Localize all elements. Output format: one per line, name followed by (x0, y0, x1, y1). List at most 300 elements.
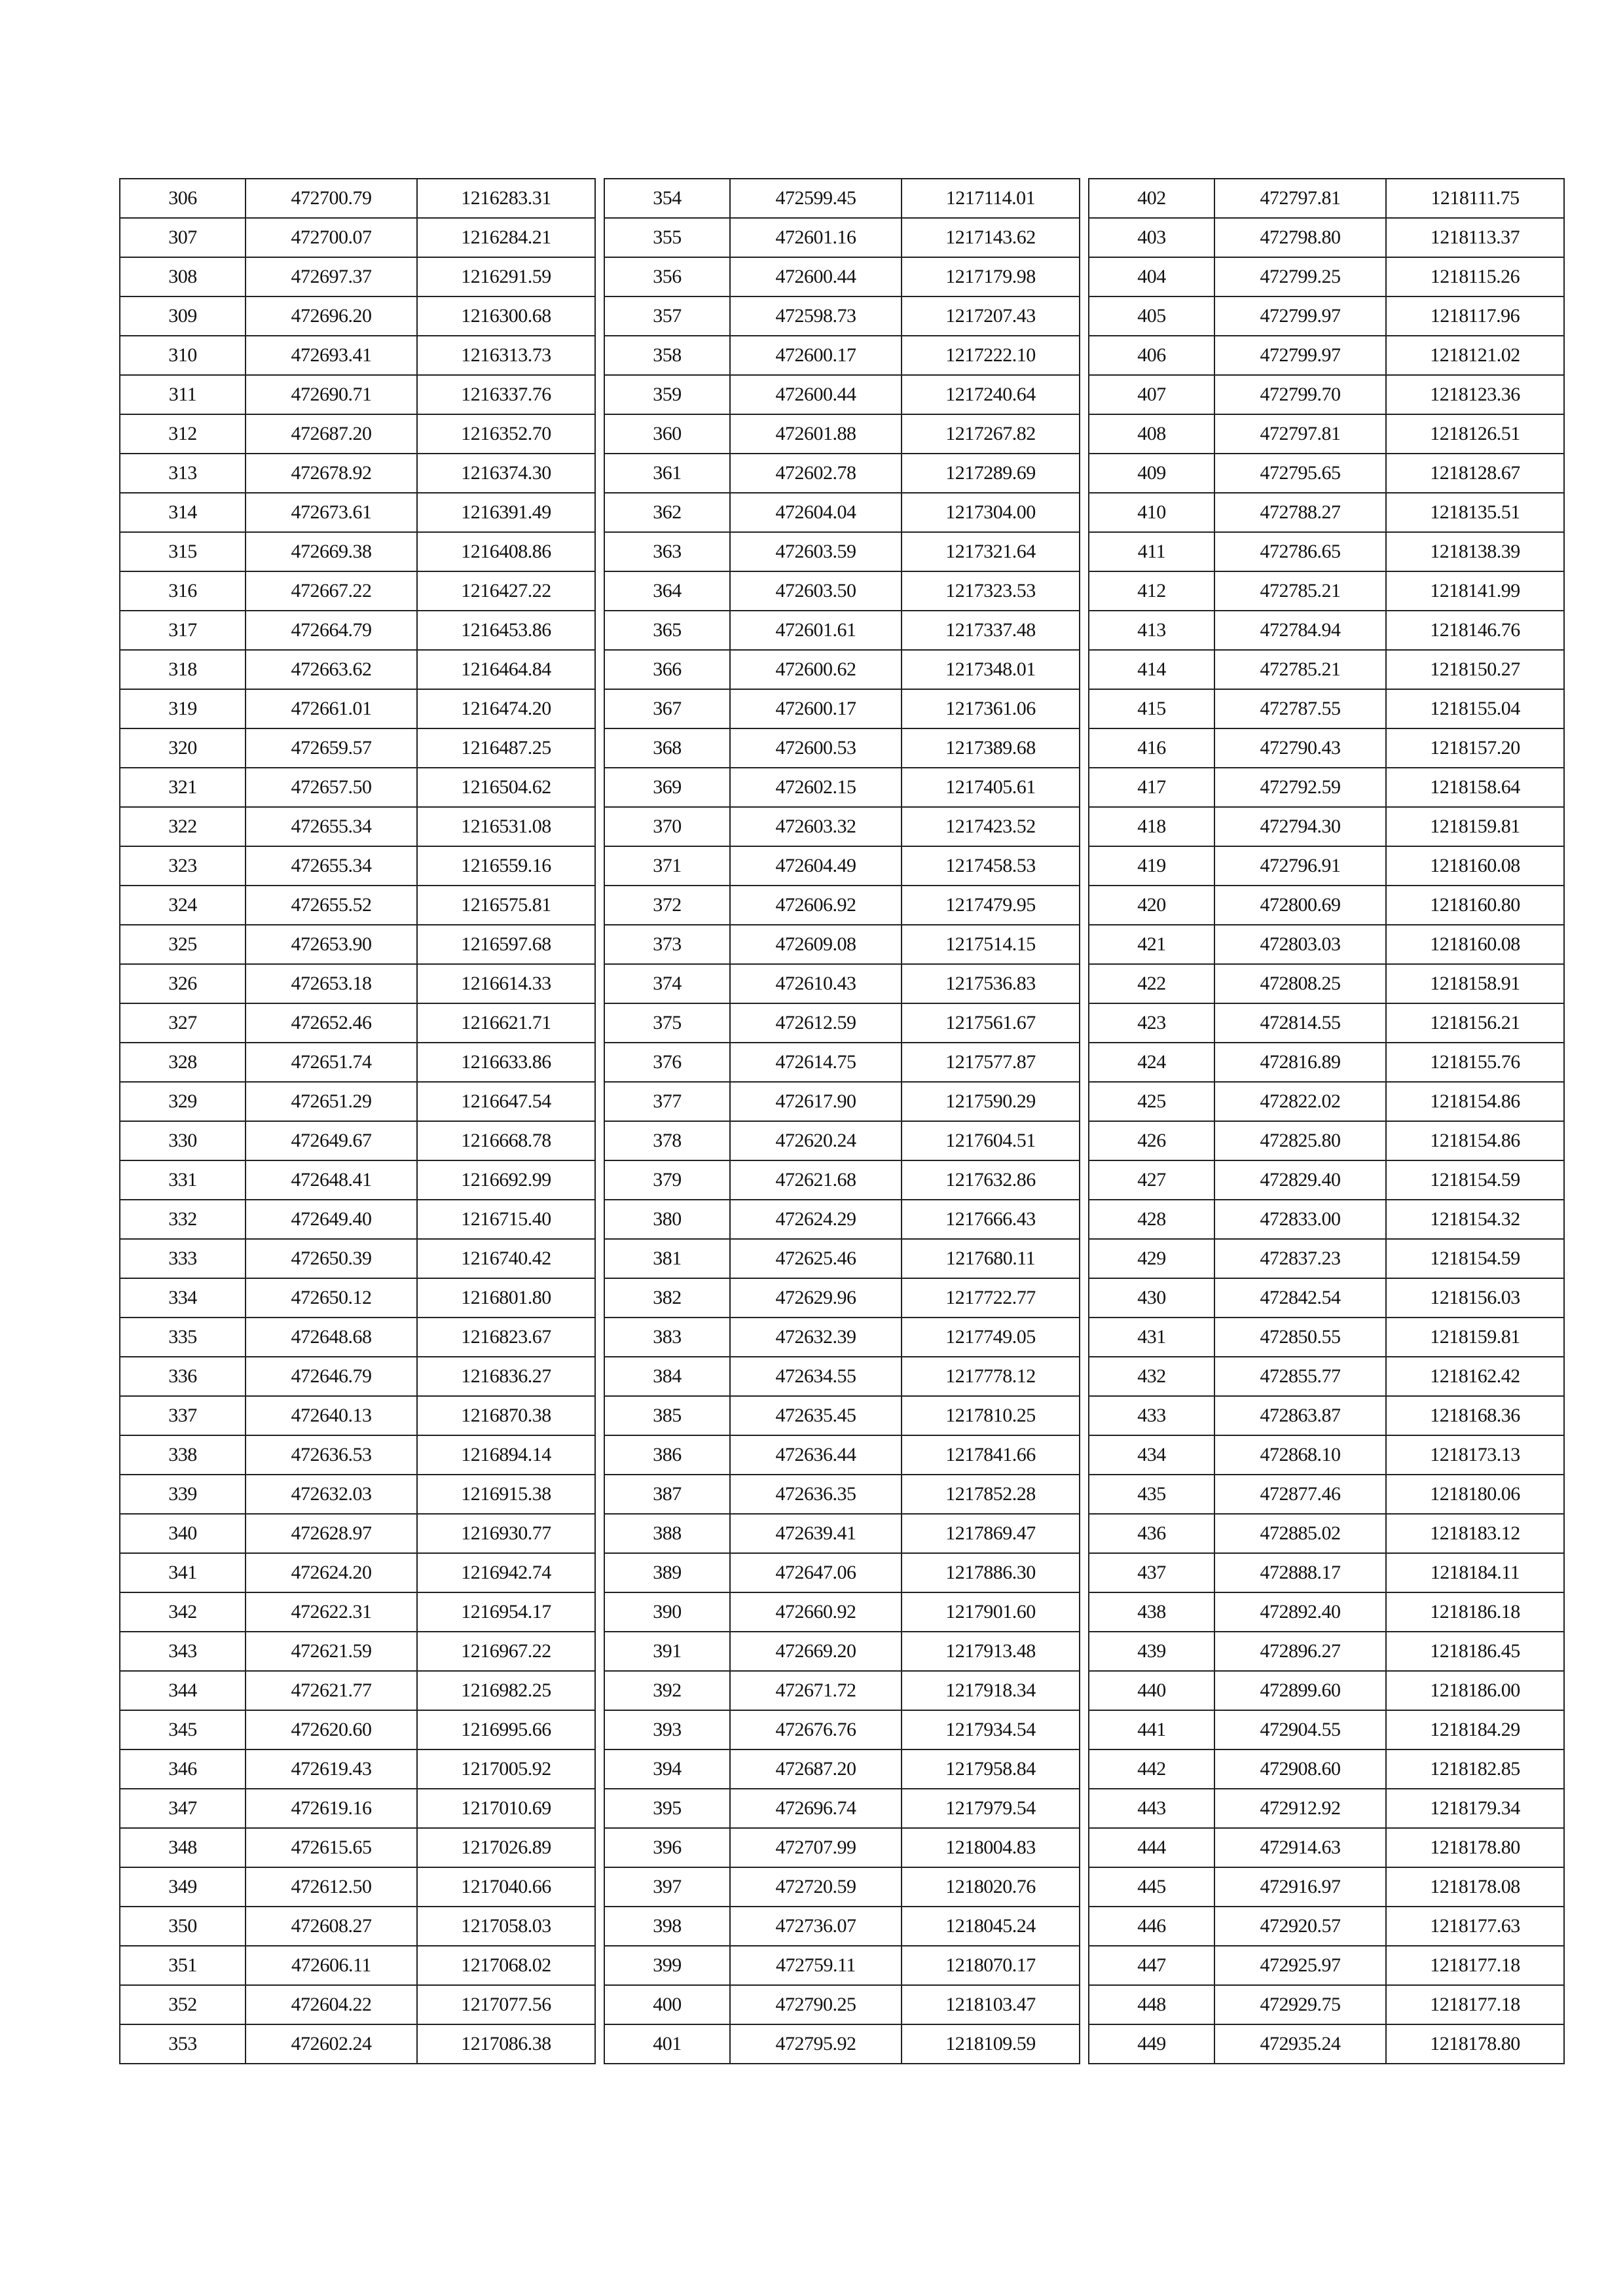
y-coordinate-cell: 1217852.28 (902, 1475, 1080, 1514)
x-coordinate-cell: 472614.75 (730, 1043, 902, 1082)
point-number-cell: 429 (1089, 1239, 1214, 1278)
x-coordinate-cell: 472619.16 (246, 1789, 417, 1828)
y-coordinate-cell: 1216715.40 (417, 1200, 595, 1239)
x-coordinate-cell: 472620.60 (246, 1710, 417, 1749)
point-number-cell: 353 (120, 2024, 246, 2064)
y-coordinate-cell: 1217010.69 (417, 1789, 595, 1828)
y-coordinate-cell: 1218180.06 (1386, 1475, 1564, 1514)
point-number-cell: 447 (1089, 1946, 1214, 1985)
x-coordinate-cell: 472799.25 (1214, 257, 1386, 296)
coordinate-sheet (119, 178, 1573, 2140)
y-coordinate-cell: 1218186.45 (1386, 1632, 1564, 1671)
table-row (1089, 296, 1564, 336)
x-coordinate-cell: 472628.97 (246, 1514, 417, 1553)
y-coordinate-cell: 1216427.22 (417, 571, 595, 611)
point-number-cell: 355 (604, 218, 730, 257)
x-coordinate-cell: 472797.81 (1214, 179, 1386, 218)
point-number-cell: 446 (1089, 1907, 1214, 1946)
point-number-cell: 387 (604, 1475, 730, 1514)
table-row (1089, 1043, 1564, 1082)
x-coordinate-cell: 472620.24 (730, 1121, 902, 1160)
x-coordinate-cell: 472629.96 (730, 1278, 902, 1318)
table-row (120, 1278, 595, 1318)
point-number-cell: 332 (120, 1200, 246, 1239)
y-coordinate-cell: 1217913.48 (902, 1632, 1080, 1671)
point-number-cell: 412 (1089, 571, 1214, 611)
x-coordinate-cell: 472787.55 (1214, 689, 1386, 728)
table-row (604, 846, 1080, 886)
point-number-cell: 414 (1089, 650, 1214, 689)
x-coordinate-cell: 472601.16 (730, 218, 902, 257)
y-coordinate-cell: 1218160.08 (1386, 846, 1564, 886)
point-number-cell: 409 (1089, 454, 1214, 493)
x-coordinate-cell: 472920.57 (1214, 1907, 1386, 1946)
point-number-cell: 398 (604, 1907, 730, 1946)
y-coordinate-cell: 1218156.21 (1386, 1003, 1564, 1043)
x-coordinate-cell: 472885.02 (1214, 1514, 1386, 1553)
table-row (1089, 886, 1564, 925)
x-coordinate-cell: 472632.03 (246, 1475, 417, 1514)
x-coordinate-cell: 472929.75 (1214, 1985, 1386, 2024)
point-number-cell: 376 (604, 1043, 730, 1082)
table-row (604, 1396, 1080, 1435)
point-number-cell: 308 (120, 257, 246, 296)
y-coordinate-cell: 1218128.67 (1386, 454, 1564, 493)
x-coordinate-cell: 472632.39 (730, 1318, 902, 1357)
point-number-cell: 372 (604, 886, 730, 925)
x-coordinate-cell: 472650.12 (246, 1278, 417, 1318)
table-row (120, 1318, 595, 1357)
table-row (1089, 728, 1564, 768)
point-number-cell: 325 (120, 925, 246, 964)
x-coordinate-cell: 472794.30 (1214, 807, 1386, 846)
point-number-cell: 369 (604, 768, 730, 807)
y-coordinate-cell: 1218179.34 (1386, 1789, 1564, 1828)
y-coordinate-cell: 1217590.29 (902, 1082, 1080, 1121)
table-row (120, 1946, 595, 1985)
table-row (604, 454, 1080, 493)
point-number-cell: 348 (120, 1828, 246, 1867)
x-coordinate-cell: 472687.20 (730, 1749, 902, 1789)
y-coordinate-cell: 1216894.14 (417, 1435, 595, 1475)
y-coordinate-cell: 1218113.37 (1386, 218, 1564, 257)
x-coordinate-cell: 472868.10 (1214, 1435, 1386, 1475)
x-coordinate-cell: 472798.80 (1214, 218, 1386, 257)
table-row (1089, 336, 1564, 375)
point-number-cell: 337 (120, 1396, 246, 1435)
x-coordinate-cell: 472608.27 (246, 1907, 417, 1946)
y-coordinate-cell: 1217361.06 (902, 689, 1080, 728)
point-number-cell: 375 (604, 1003, 730, 1043)
table-row (120, 532, 595, 571)
x-coordinate-cell: 472796.91 (1214, 846, 1386, 886)
table-row (604, 296, 1080, 336)
y-coordinate-cell: 1218186.00 (1386, 1671, 1564, 1710)
y-coordinate-cell: 1217934.54 (902, 1710, 1080, 1749)
point-number-cell: 391 (604, 1632, 730, 1671)
table-row (120, 1514, 595, 1553)
table-row (120, 925, 595, 964)
point-number-cell: 415 (1089, 689, 1214, 728)
table-row (120, 1553, 595, 1592)
table-row (604, 1239, 1080, 1278)
point-number-cell: 422 (1089, 964, 1214, 1003)
table-row (604, 1789, 1080, 1828)
y-coordinate-cell: 1218186.18 (1386, 1592, 1564, 1632)
table-row (604, 414, 1080, 454)
table-row (1089, 1357, 1564, 1396)
point-number-cell: 335 (120, 1318, 246, 1357)
x-coordinate-cell: 472696.20 (246, 296, 417, 336)
point-number-cell: 417 (1089, 768, 1214, 807)
y-coordinate-cell: 1216487.25 (417, 728, 595, 768)
x-coordinate-cell: 472816.89 (1214, 1043, 1386, 1082)
point-number-cell: 330 (120, 1121, 246, 1160)
x-coordinate-cell: 472786.65 (1214, 532, 1386, 571)
table-row (120, 1357, 595, 1396)
point-number-cell: 334 (120, 1278, 246, 1318)
y-coordinate-cell: 1216870.38 (417, 1396, 595, 1435)
table-row (604, 1160, 1080, 1200)
point-number-cell: 309 (120, 296, 246, 336)
point-number-cell: 338 (120, 1435, 246, 1475)
x-coordinate-cell: 472795.92 (730, 2024, 902, 2064)
x-coordinate-cell: 472649.67 (246, 1121, 417, 1160)
x-coordinate-cell: 472837.23 (1214, 1239, 1386, 1278)
point-number-cell: 316 (120, 571, 246, 611)
table-row (604, 1710, 1080, 1749)
x-coordinate-cell: 472888.17 (1214, 1553, 1386, 1592)
x-coordinate-cell: 472601.61 (730, 611, 902, 650)
y-coordinate-cell: 1216740.42 (417, 1239, 595, 1278)
point-number-cell: 441 (1089, 1710, 1214, 1749)
y-coordinate-cell: 1217536.83 (902, 964, 1080, 1003)
point-number-cell: 371 (604, 846, 730, 886)
y-coordinate-cell: 1218173.13 (1386, 1435, 1564, 1475)
y-coordinate-cell: 1216284.21 (417, 218, 595, 257)
y-coordinate-cell: 1217337.48 (902, 611, 1080, 650)
table-row (120, 493, 595, 532)
x-coordinate-cell: 472651.74 (246, 1043, 417, 1082)
y-coordinate-cell: 1217348.01 (902, 650, 1080, 689)
table-row (1089, 1907, 1564, 1946)
x-coordinate-cell: 472842.54 (1214, 1278, 1386, 1318)
point-number-cell: 435 (1089, 1475, 1214, 1514)
y-coordinate-cell: 1218156.03 (1386, 1278, 1564, 1318)
table-row (604, 925, 1080, 964)
y-coordinate-cell: 1216559.16 (417, 846, 595, 886)
y-coordinate-cell: 1218159.81 (1386, 807, 1564, 846)
x-coordinate-cell: 472612.50 (246, 1867, 417, 1907)
point-number-cell: 317 (120, 611, 246, 650)
y-coordinate-cell: 1218178.08 (1386, 1867, 1564, 1907)
x-coordinate-cell: 472676.76 (730, 1710, 902, 1749)
point-number-cell: 377 (604, 1082, 730, 1121)
x-coordinate-cell: 472624.29 (730, 1200, 902, 1239)
x-coordinate-cell: 472908.60 (1214, 1749, 1386, 1789)
y-coordinate-cell: 1218159.81 (1386, 1318, 1564, 1357)
point-number-cell: 321 (120, 768, 246, 807)
y-coordinate-cell: 1217869.47 (902, 1514, 1080, 1553)
table-row (1089, 1475, 1564, 1514)
x-coordinate-cell: 472803.03 (1214, 925, 1386, 964)
table-row (1089, 532, 1564, 571)
y-coordinate-cell: 1217040.66 (417, 1867, 595, 1907)
x-coordinate-cell: 472833.00 (1214, 1200, 1386, 1239)
table-row (604, 375, 1080, 414)
y-coordinate-cell: 1216621.71 (417, 1003, 595, 1043)
x-coordinate-cell: 472612.59 (730, 1003, 902, 1043)
x-coordinate-cell: 472636.35 (730, 1475, 902, 1514)
y-coordinate-cell: 1217918.34 (902, 1671, 1080, 1710)
point-number-cell: 307 (120, 218, 246, 257)
table-row (120, 1789, 595, 1828)
y-coordinate-cell: 1218155.76 (1386, 1043, 1564, 1082)
x-coordinate-cell: 472678.92 (246, 454, 417, 493)
table-row (1089, 1632, 1564, 1671)
x-coordinate-cell: 472825.80 (1214, 1121, 1386, 1160)
y-coordinate-cell: 1217479.95 (902, 886, 1080, 925)
point-number-cell: 395 (604, 1789, 730, 1828)
point-number-cell: 448 (1089, 1985, 1214, 2024)
point-number-cell: 362 (604, 493, 730, 532)
table-row (120, 1043, 595, 1082)
y-coordinate-cell: 1218004.83 (902, 1828, 1080, 1867)
coordinate-table-block-2 (604, 178, 1080, 2064)
table-row (120, 218, 595, 257)
y-coordinate-cell: 1217423.52 (902, 807, 1080, 846)
y-coordinate-cell: 1218141.99 (1386, 571, 1564, 611)
x-coordinate-cell: 472736.07 (730, 1907, 902, 1946)
y-coordinate-cell: 1216915.38 (417, 1475, 595, 1514)
table-row (604, 493, 1080, 532)
x-coordinate-cell: 472603.59 (730, 532, 902, 571)
table-row (604, 1435, 1080, 1475)
table-row (120, 1003, 595, 1043)
x-coordinate-cell: 472636.44 (730, 1435, 902, 1475)
table-row (604, 2024, 1080, 2064)
point-number-cell: 314 (120, 493, 246, 532)
point-number-cell: 425 (1089, 1082, 1214, 1121)
point-number-cell: 343 (120, 1632, 246, 1671)
x-coordinate-cell: 472696.74 (730, 1789, 902, 1828)
x-coordinate-cell: 472790.25 (730, 1985, 902, 2024)
table-row (604, 1043, 1080, 1082)
point-number-cell: 444 (1089, 1828, 1214, 1867)
point-number-cell: 380 (604, 1200, 730, 1239)
table-row (120, 2024, 595, 2064)
point-number-cell: 351 (120, 1946, 246, 1985)
table-row (120, 886, 595, 925)
x-coordinate-cell: 472671.72 (730, 1671, 902, 1710)
x-coordinate-cell: 472700.79 (246, 179, 417, 218)
point-number-cell: 438 (1089, 1592, 1214, 1632)
y-coordinate-cell: 1216283.31 (417, 179, 595, 218)
y-coordinate-cell: 1216801.80 (417, 1278, 595, 1318)
table-row (604, 1003, 1080, 1043)
y-coordinate-cell: 1216692.99 (417, 1160, 595, 1200)
y-coordinate-cell: 1217886.30 (902, 1553, 1080, 1592)
point-number-cell: 352 (120, 1985, 246, 2024)
point-number-cell: 437 (1089, 1553, 1214, 1592)
y-coordinate-cell: 1217958.84 (902, 1749, 1080, 1789)
point-number-cell: 346 (120, 1749, 246, 1789)
x-coordinate-cell: 472648.41 (246, 1160, 417, 1200)
table-row (1089, 1789, 1564, 1828)
point-number-cell: 393 (604, 1710, 730, 1749)
coordinate-table (119, 178, 596, 2064)
point-number-cell: 327 (120, 1003, 246, 1043)
y-coordinate-cell: 1217026.89 (417, 1828, 595, 1867)
table-row (604, 218, 1080, 257)
point-number-cell: 382 (604, 1278, 730, 1318)
x-coordinate-cell: 472621.68 (730, 1160, 902, 1200)
y-coordinate-cell: 1217240.64 (902, 375, 1080, 414)
table-row (120, 375, 595, 414)
y-coordinate-cell: 1217680.11 (902, 1239, 1080, 1278)
x-coordinate-cell: 472604.22 (246, 1985, 417, 2024)
y-coordinate-cell: 1217577.87 (902, 1043, 1080, 1082)
point-number-cell: 430 (1089, 1278, 1214, 1318)
y-coordinate-cell: 1216337.76 (417, 375, 595, 414)
x-coordinate-cell: 472604.49 (730, 846, 902, 886)
y-coordinate-cell: 1217841.66 (902, 1435, 1080, 1475)
table-row (1089, 611, 1564, 650)
point-number-cell: 324 (120, 886, 246, 925)
table-row (120, 1475, 595, 1514)
table-row (120, 846, 595, 886)
table-row (120, 1435, 595, 1475)
y-coordinate-cell: 1217901.60 (902, 1592, 1080, 1632)
y-coordinate-cell: 1218158.91 (1386, 964, 1564, 1003)
table-row (604, 886, 1080, 925)
y-coordinate-cell: 1217810.25 (902, 1396, 1080, 1435)
x-coordinate-cell: 472599.45 (730, 179, 902, 218)
coordinate-table (1088, 178, 1565, 2064)
table-row (120, 296, 595, 336)
point-number-cell: 400 (604, 1985, 730, 2024)
y-coordinate-cell: 1218020.76 (902, 1867, 1080, 1907)
y-coordinate-cell: 1217979.54 (902, 1789, 1080, 1828)
y-coordinate-cell: 1216464.84 (417, 650, 595, 689)
y-coordinate-cell: 1218177.18 (1386, 1946, 1564, 1985)
x-coordinate-cell: 472690.71 (246, 375, 417, 414)
point-number-cell: 427 (1089, 1160, 1214, 1200)
point-number-cell: 313 (120, 454, 246, 493)
y-coordinate-cell: 1217267.82 (902, 414, 1080, 454)
point-number-cell: 394 (604, 1749, 730, 1789)
table-row (1089, 768, 1564, 807)
point-number-cell: 407 (1089, 375, 1214, 414)
point-number-cell: 420 (1089, 886, 1214, 925)
x-coordinate-cell: 472700.07 (246, 218, 417, 257)
table-row (1089, 414, 1564, 454)
x-coordinate-cell: 472925.97 (1214, 1946, 1386, 1985)
table-row (1089, 1514, 1564, 1553)
point-number-cell: 423 (1089, 1003, 1214, 1043)
x-coordinate-cell: 472661.01 (246, 689, 417, 728)
table-row (604, 689, 1080, 728)
table-row (1089, 571, 1564, 611)
table-row (120, 1749, 595, 1789)
point-number-cell: 323 (120, 846, 246, 886)
table-row (604, 1946, 1080, 1985)
table-row (120, 1121, 595, 1160)
y-coordinate-cell: 1217304.00 (902, 493, 1080, 532)
point-number-cell: 365 (604, 611, 730, 650)
y-coordinate-cell: 1216954.17 (417, 1592, 595, 1632)
x-coordinate-cell: 472600.17 (730, 689, 902, 728)
x-coordinate-cell: 472797.81 (1214, 414, 1386, 454)
point-number-cell: 361 (604, 454, 730, 493)
y-coordinate-cell: 1216408.86 (417, 532, 595, 571)
point-number-cell: 319 (120, 689, 246, 728)
table-row (120, 1082, 595, 1121)
point-number-cell: 357 (604, 296, 730, 336)
y-coordinate-cell: 1218178.80 (1386, 2024, 1564, 2064)
point-number-cell: 320 (120, 728, 246, 768)
table-row (604, 257, 1080, 296)
point-number-cell: 366 (604, 650, 730, 689)
table-row (1089, 1592, 1564, 1632)
table-row (1089, 1121, 1564, 1160)
x-coordinate-cell: 472634.55 (730, 1357, 902, 1396)
table-row (1089, 2024, 1564, 2064)
table-row (604, 807, 1080, 846)
x-coordinate-cell: 472602.24 (246, 2024, 417, 2064)
point-number-cell: 367 (604, 689, 730, 728)
table-row (604, 1828, 1080, 1867)
point-number-cell: 390 (604, 1592, 730, 1632)
table-row (1089, 1278, 1564, 1318)
y-coordinate-cell: 1217323.53 (902, 571, 1080, 611)
y-coordinate-cell: 1217561.67 (902, 1003, 1080, 1043)
x-coordinate-cell: 472624.20 (246, 1553, 417, 1592)
x-coordinate-cell: 472601.88 (730, 414, 902, 454)
table-row (1089, 454, 1564, 493)
y-coordinate-cell: 1218158.64 (1386, 768, 1564, 807)
y-coordinate-cell: 1218184.11 (1386, 1553, 1564, 1592)
table-row (604, 1475, 1080, 1514)
point-number-cell: 344 (120, 1671, 246, 1710)
table-row (1089, 689, 1564, 728)
point-number-cell: 322 (120, 807, 246, 846)
y-coordinate-cell: 1216474.20 (417, 689, 595, 728)
coordinate-table (604, 178, 1080, 2064)
y-coordinate-cell: 1217143.62 (902, 218, 1080, 257)
y-coordinate-cell: 1218160.80 (1386, 886, 1564, 925)
y-coordinate-cell: 1216313.73 (417, 336, 595, 375)
x-coordinate-cell: 472609.08 (730, 925, 902, 964)
point-number-cell: 318 (120, 650, 246, 689)
x-coordinate-cell: 472625.46 (730, 1239, 902, 1278)
table-row (604, 179, 1080, 218)
y-coordinate-cell: 1217458.53 (902, 846, 1080, 886)
x-coordinate-cell: 472863.87 (1214, 1396, 1386, 1435)
table-row (604, 1749, 1080, 1789)
point-number-cell: 368 (604, 728, 730, 768)
table-row (120, 1985, 595, 2024)
table-row (120, 1200, 595, 1239)
x-coordinate-cell: 472664.79 (246, 611, 417, 650)
y-coordinate-cell: 1216995.66 (417, 1710, 595, 1749)
point-number-cell: 442 (1089, 1749, 1214, 1789)
table-row (1089, 375, 1564, 414)
point-number-cell: 413 (1089, 611, 1214, 650)
y-coordinate-cell: 1217077.56 (417, 1985, 595, 2024)
x-coordinate-cell: 472667.22 (246, 571, 417, 611)
table-row (1089, 1160, 1564, 1200)
